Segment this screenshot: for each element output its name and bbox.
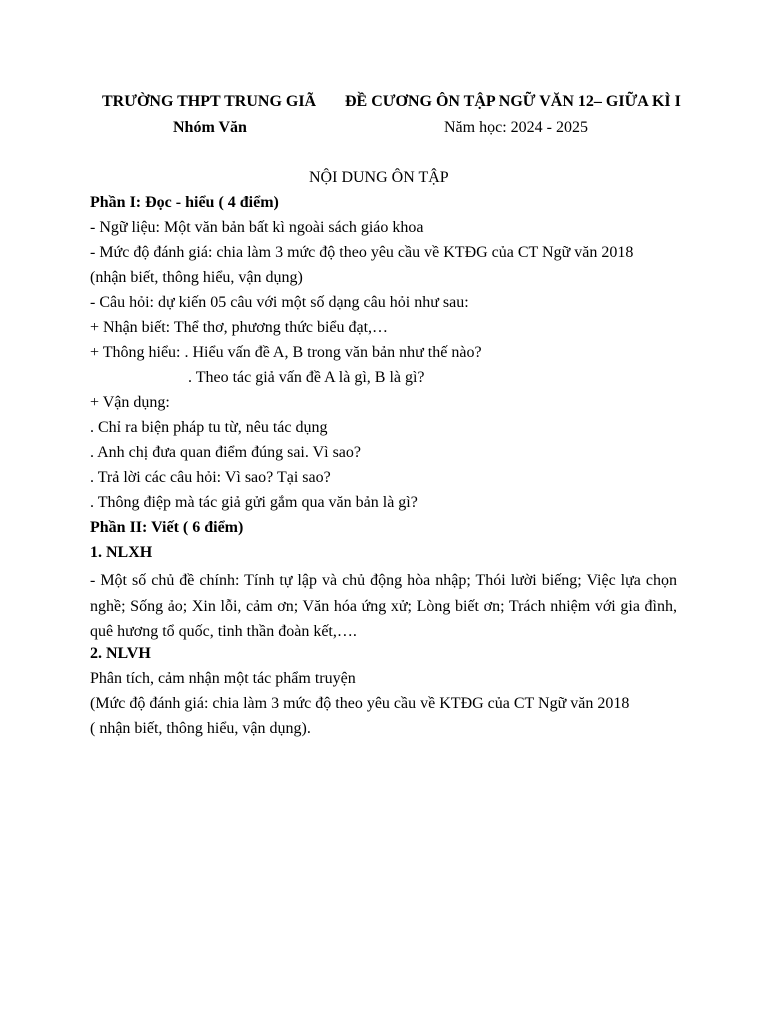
part1-line-indented: . Theo tác giả vấn đề A là gì, B là gì? xyxy=(188,369,425,386)
part1-line: (nhận biết, thông hiểu, vận dụng) xyxy=(90,269,303,286)
part1-line: - Ngữ liệu: Một văn bản bất kì ngoài sách giáo khoa xyxy=(90,219,424,236)
nlvh-line: (Mức độ đánh giá: chia làm 3 mức độ theo yêu cầu về KTĐG của CT Ngữ văn 2018 xyxy=(90,695,630,712)
part1-line: - Câu hỏi: dự kiến 05 câu với một số dạng câu hỏi như sau: xyxy=(90,294,469,311)
part1-line: + Thông hiểu: . Hiểu vấn đề A, B trong văn bản như thế nào? xyxy=(90,344,482,361)
school-year: Năm học: 2024 - 2025 xyxy=(444,119,588,136)
part1-line: . Thông điệp mà tác giả gửi gắm qua văn bản là gì? xyxy=(90,494,418,511)
nlvh-heading: 2. NLVH xyxy=(90,645,151,662)
part1-line: + Nhận biết: Thể thơ, phương thức biểu đạt,… xyxy=(90,319,389,336)
nlxh-heading: 1. NLXH xyxy=(90,544,153,561)
nlxh-paragraph: - Một số chủ đề chính: Tính tự lập và chủ động hòa nhập; Thói lười biếng; Việc lựa chọn nghề; Sống ảo; Xin lỗi, cảm ơn; Văn hóa ứng xử; Lòng biết ơn; Trách nhiệm với gia đình, quê hương tổ quốc, tinh thần đoàn kết,…. xyxy=(90,572,677,640)
section-heading: NỘI DUNG ÔN TẬP xyxy=(309,169,449,186)
part1-line: + Vận dụng: xyxy=(90,394,170,411)
nlvh-line: ( nhận biết, thông hiểu, vận dụng). xyxy=(90,720,311,737)
group-name: Nhóm Văn xyxy=(173,119,247,136)
part2-title: Phần II: Viết ( 6 điểm) xyxy=(90,519,244,536)
part1-line: . Trả lời các câu hỏi: Vì sao? Tại sao? xyxy=(90,469,331,486)
part1-line: . Chỉ ra biện pháp tu từ, nêu tác dụng xyxy=(90,419,328,436)
document-title: ĐỀ CƯƠNG ÔN TẬP NGỮ VĂN 12– GIỮA KÌ I xyxy=(345,93,681,110)
nlvh-line: Phân tích, cảm nhận một tác phẩm truyện xyxy=(90,670,356,687)
school-name: TRƯỜNG THPT TRUNG GIÃ xyxy=(102,93,317,110)
part1-title: Phần I: Đọc - hiểu ( 4 điểm) xyxy=(90,194,279,211)
part1-line: - Mức độ đánh giá: chia làm 3 mức độ theo yêu cầu về KTĐG của CT Ngữ văn 2018 xyxy=(90,244,634,261)
part1-line: . Anh chị đưa quan điểm đúng sai. Vì sao? xyxy=(90,444,361,461)
